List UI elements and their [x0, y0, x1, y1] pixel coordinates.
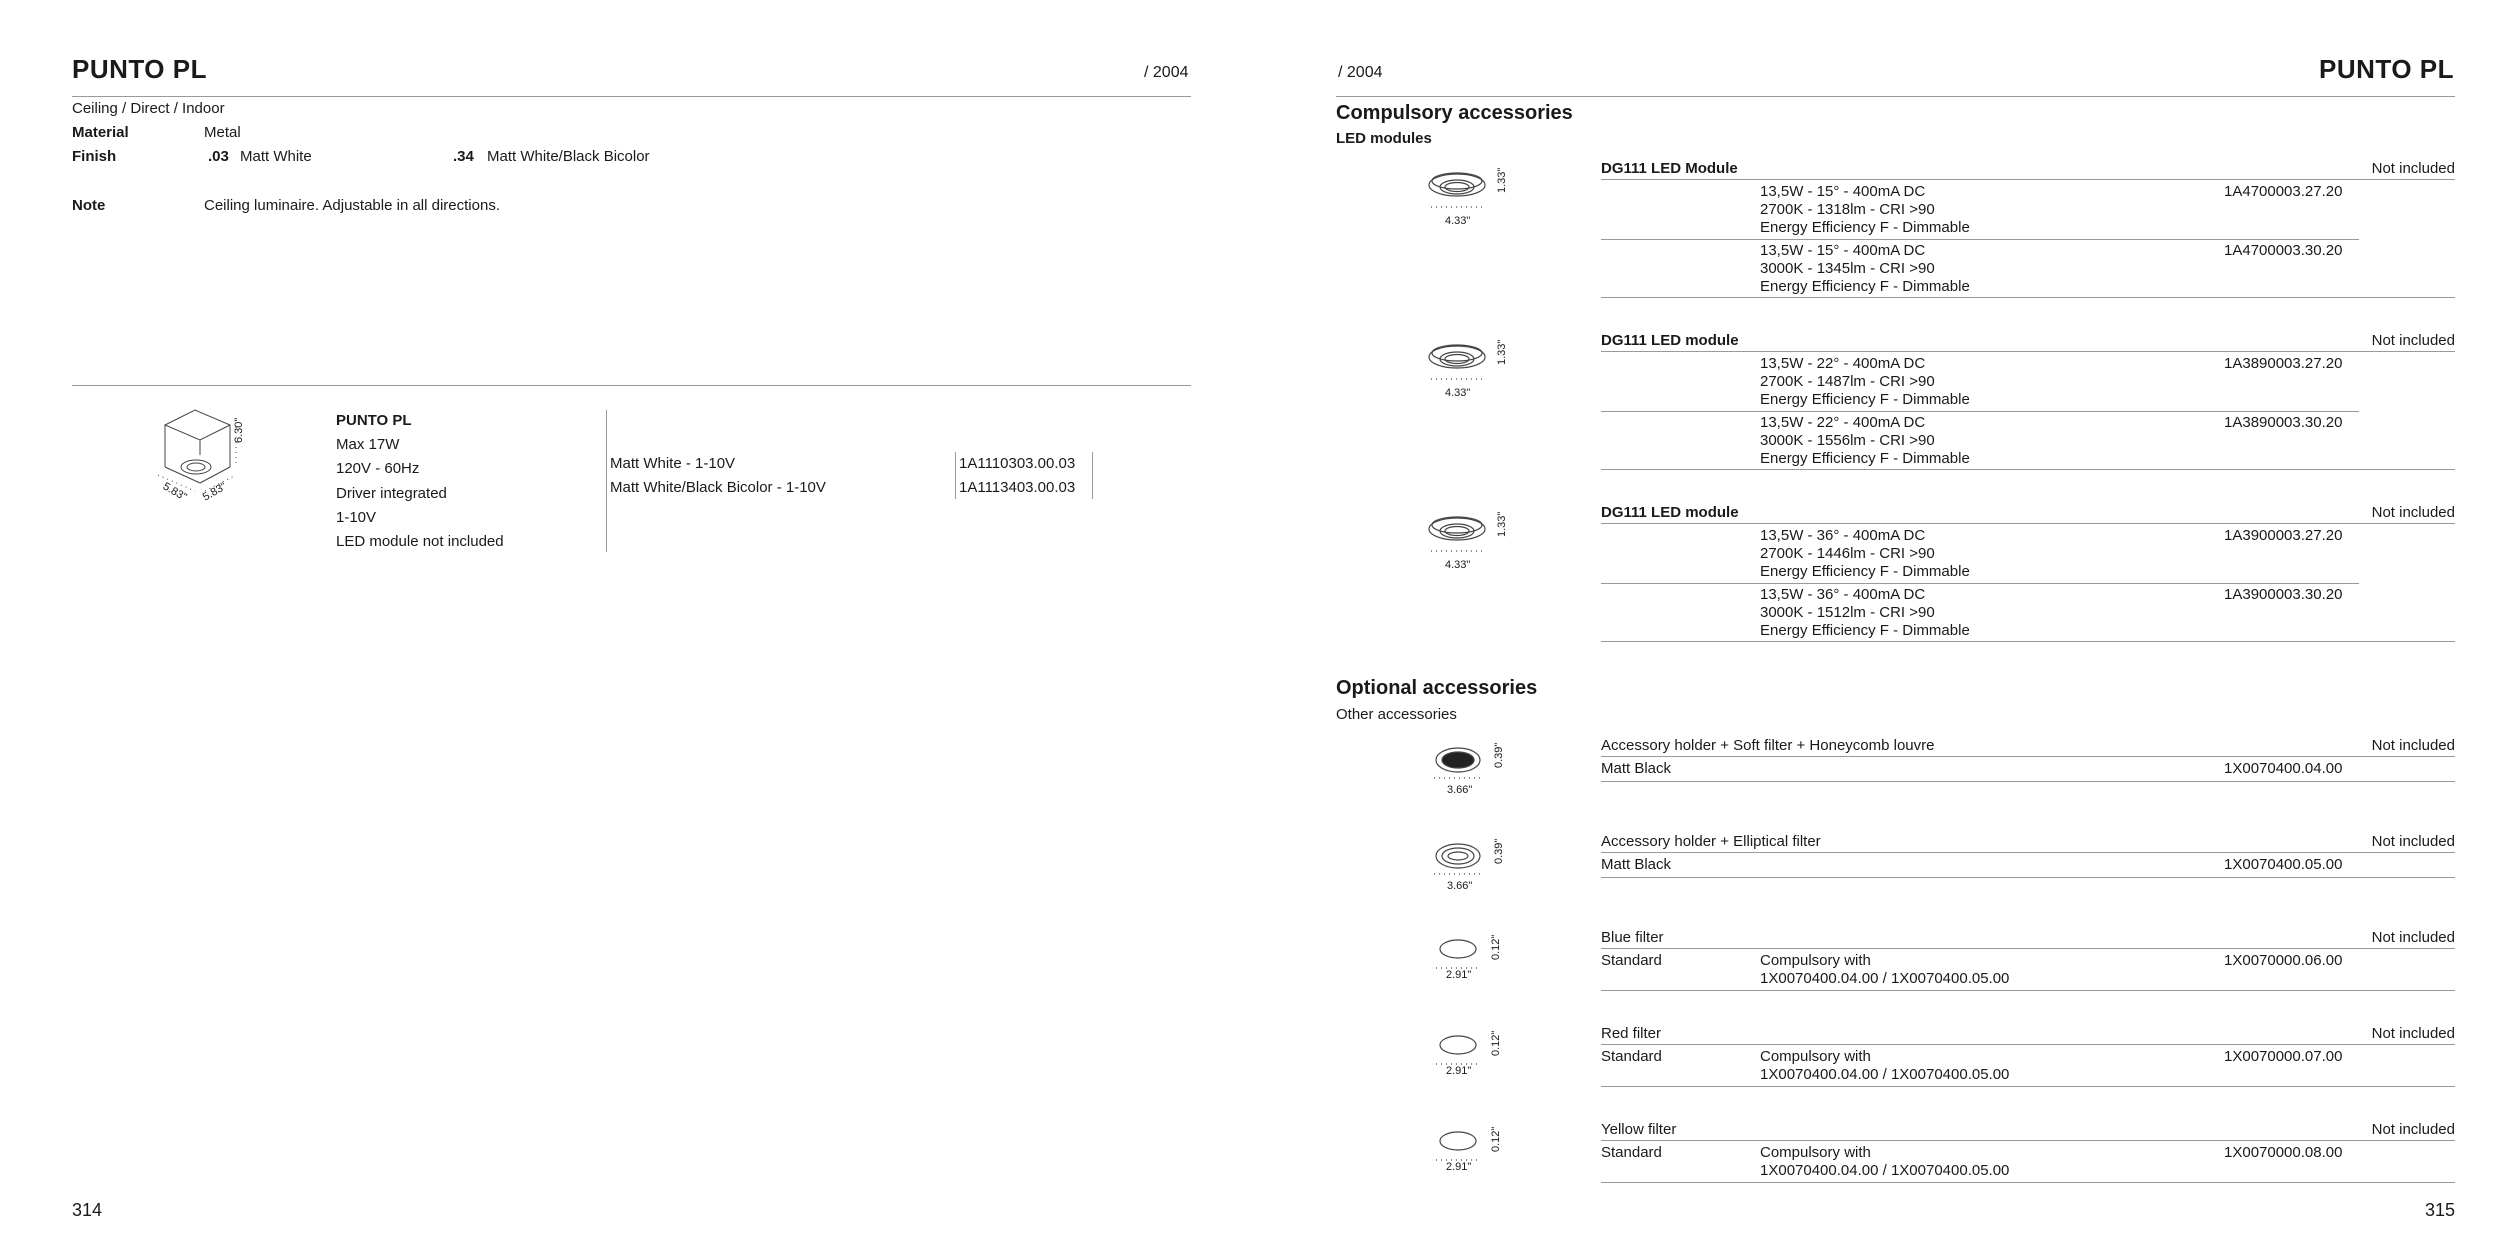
- product-spec-1: Max 17W: [336, 436, 400, 453]
- variant-name-1: Matt White - 1-10V: [610, 455, 736, 472]
- optional-rule: [1601, 1044, 2455, 1045]
- module-2-item-2-l2: 3000K - 1556lm - CRI >90: [1760, 432, 1935, 449]
- finish-code-2: .34: [453, 148, 474, 165]
- optional-name-3: Blue filter: [1601, 929, 1664, 946]
- led-dim-w-1: 4.33": [1445, 215, 1471, 227]
- finish-label: Finish: [72, 148, 117, 165]
- optional-end-rule: [1601, 1182, 2455, 1183]
- led-dim-h-2: 1.33": [1496, 339, 1508, 365]
- accessory-holder-elliptical-icon: [1430, 836, 1490, 878]
- optional-col1-3: Standard: [1601, 952, 1662, 969]
- product-spec-3: Driver integrated: [336, 485, 447, 502]
- category: Ceiling / Direct / Indoor: [72, 100, 225, 117]
- module-2-item-1-code: 1A3890003.27.20: [2224, 355, 2343, 372]
- led-module-icon: [1425, 507, 1491, 557]
- left-header-rule: [72, 96, 1191, 97]
- variant-code-divider: [955, 452, 956, 499]
- optional-col2b-3: 1X0070400.04.00 / 1X0070400.05.00: [1760, 970, 2010, 987]
- module-status-2: Not included: [2371, 332, 2455, 349]
- module-3-item-1-l3: Energy Efficiency F - Dimmable: [1760, 563, 1970, 580]
- product-name: PUNTO PL: [336, 412, 412, 429]
- product-dim-depth: 5.83": [200, 480, 229, 504]
- product-divider: [606, 410, 607, 552]
- optional-col2b-5: 1X0070400.04.00 / 1X0070400.05.00: [1760, 1162, 2010, 1179]
- product-dim-height: 6.30": [233, 417, 245, 443]
- product-dim-width: 5.83": [160, 480, 189, 504]
- module-3-item-2-l2: 3000K - 1512lm - CRI >90: [1760, 604, 1935, 621]
- optional-end-rule: [1601, 1086, 2455, 1087]
- optional-col1-2: Matt Black: [1601, 856, 1672, 873]
- module-end-rule: [1601, 297, 2455, 298]
- yellow-filter-icon: [1432, 1126, 1488, 1166]
- optional-rule: [1601, 1140, 2455, 1141]
- optional-rule: [1601, 756, 2455, 757]
- left-page-title: PUNTO PL: [72, 54, 207, 84]
- note-value: Ceiling luminaire. Adjustable in all directions.: [204, 197, 500, 214]
- red-filter-icon: [1432, 1030, 1488, 1070]
- module-2-item-1-l1: 13,5W - 22° - 400mA DC: [1760, 355, 1926, 372]
- module-1-item-2-l3: Energy Efficiency F - Dimmable: [1760, 278, 1970, 295]
- module-rule: [1601, 351, 2455, 352]
- right-page-code: / 2004: [1338, 64, 1383, 81]
- optional-end-rule: [1601, 877, 2455, 878]
- finish-name-2: Matt White/Black Bicolor: [487, 148, 650, 165]
- note-label: Note: [72, 197, 106, 214]
- module-status-3: Not included: [2371, 504, 2455, 521]
- other-accessories-label: Other accessories: [1336, 706, 1457, 723]
- accessory-holder-honeycomb-icon: [1430, 740, 1490, 782]
- module-3-item-1-l1: 13,5W - 36° - 400mA DC: [1760, 527, 1926, 544]
- opt-dim-w-5: 2.91": [1446, 1161, 1472, 1173]
- finish-code-1: .03: [208, 148, 229, 165]
- right-header-rule: [1336, 96, 2455, 97]
- optional-code-3: 1X0070000.06.00: [2224, 952, 2343, 969]
- optional-status-1: Not included: [2371, 737, 2455, 754]
- module-1-item-1-code: 1A4700003.27.20: [2224, 183, 2343, 200]
- opt-dim-h-4: 0.12": [1490, 1030, 1502, 1056]
- module-1-item-1-l2: 2700K - 1318lm - CRI >90: [1760, 201, 1935, 218]
- module-3-item-1-l2: 2700K - 1446lm - CRI >90: [1760, 545, 1935, 562]
- module-name-3: DG111 LED module: [1601, 504, 1739, 521]
- module-status-1: Not included: [2371, 160, 2455, 177]
- module-1-item-2-l2: 3000K - 1345lm - CRI >90: [1760, 260, 1935, 277]
- optional-code-5: 1X0070000.08.00: [2224, 1144, 2343, 1161]
- led-module-icon: [1425, 163, 1491, 213]
- module-3-item-2-code: 1A3900003.30.20: [2224, 586, 2343, 603]
- optional-rule: [1601, 948, 2455, 949]
- module-rule: [1601, 523, 2455, 524]
- module-name-2: DG111 LED module: [1601, 332, 1739, 349]
- left-page-number: 314: [72, 1200, 103, 1220]
- module-end-rule: [1601, 641, 2455, 642]
- optional-col1-4: Standard: [1601, 1048, 1662, 1065]
- module-end-rule: [1601, 469, 2455, 470]
- optional-status-4: Not included: [2371, 1025, 2455, 1042]
- led-modules-label: LED modules: [1336, 130, 1432, 147]
- optional-status-5: Not included: [2371, 1121, 2455, 1138]
- optional-code-1: 1X0070400.04.00: [2224, 760, 2343, 777]
- led-dim-h-1: 1.33": [1496, 167, 1508, 193]
- optional-name-5: Yellow filter: [1601, 1121, 1677, 1138]
- variant-code-1: 1A1110303.00.03: [959, 455, 1076, 472]
- opt-dim-w-3: 2.91": [1446, 969, 1472, 981]
- led-module-icon: [1425, 335, 1491, 385]
- right-page-title: PUNTO PL: [2319, 54, 2454, 84]
- optional-col2a-3: Compulsory with: [1760, 952, 1871, 969]
- item-rule: [1601, 411, 2359, 412]
- blue-filter-icon: [1432, 934, 1488, 974]
- module-2-item-2-l3: Energy Efficiency F - Dimmable: [1760, 450, 1970, 467]
- left-page-code: / 2004: [1144, 64, 1189, 81]
- module-1-item-2-l1: 13,5W - 15° - 400mA DC: [1760, 242, 1926, 259]
- product-spec-2: 120V - 60Hz: [336, 460, 420, 477]
- opt-dim-h-1: 0.39": [1493, 742, 1505, 768]
- variant-code-2: 1A1113403.00.03: [959, 479, 1076, 496]
- optional-code-4: 1X0070000.07.00: [2224, 1048, 2343, 1065]
- material-value: Metal: [204, 124, 241, 141]
- optional-end-rule: [1601, 781, 2455, 782]
- module-1-item-2-code: 1A4700003.30.20: [2224, 242, 2343, 259]
- optional-code-2: 1X0070400.05.00: [2224, 856, 2343, 873]
- optional-status-2: Not included: [2371, 833, 2455, 850]
- left-section-rule: [72, 385, 1191, 386]
- opt-dim-h-5: 0.12": [1490, 1126, 1502, 1152]
- item-rule: [1601, 583, 2359, 584]
- optional-col2a-5: Compulsory with: [1760, 1144, 1871, 1161]
- optional-col2b-4: 1X0070400.04.00 / 1X0070400.05.00: [1760, 1066, 2010, 1083]
- module-rule: [1601, 179, 2455, 180]
- optional-end-rule: [1601, 990, 2455, 991]
- module-3-item-2-l3: Energy Efficiency F - Dimmable: [1760, 622, 1970, 639]
- optional-col1-1: Matt Black: [1601, 760, 1672, 777]
- compulsory-title: Compulsory accessories: [1336, 102, 1573, 124]
- module-1-item-1-l3: Energy Efficiency F - Dimmable: [1760, 219, 1970, 236]
- led-dim-h-3: 1.33": [1496, 511, 1508, 537]
- finish-name-1: Matt White: [240, 148, 312, 165]
- optional-col2a-4: Compulsory with: [1760, 1048, 1871, 1065]
- opt-dim-w-4: 2.91": [1446, 1065, 1472, 1077]
- optional-status-3: Not included: [2371, 929, 2455, 946]
- item-rule: [1601, 239, 2359, 240]
- product-spec-5: LED module not included: [336, 533, 504, 550]
- module-2-item-1-l3: Energy Efficiency F - Dimmable: [1760, 391, 1970, 408]
- optional-name-2: Accessory holder + Elliptical filter: [1601, 833, 1821, 850]
- opt-dim-w-1: 3.66": [1447, 784, 1473, 796]
- right-page-number: 315: [2424, 1200, 2455, 1220]
- optional-name-1: Accessory holder + Soft filter + Honeycomb louvre: [1601, 737, 1935, 754]
- module-3-item-1-code: 1A3900003.27.20: [2224, 527, 2343, 544]
- module-name-1: DG111 LED Module: [1601, 160, 1738, 177]
- optional-rule: [1601, 852, 2455, 853]
- module-3-item-2-l1: 13,5W - 36° - 400mA DC: [1760, 586, 1926, 603]
- module-2-item-2-l1: 13,5W - 22° - 400mA DC: [1760, 414, 1926, 431]
- optional-name-4: Red filter: [1601, 1025, 1662, 1042]
- module-2-item-2-code: 1A3890003.30.20: [2224, 414, 2343, 431]
- led-dim-w-2: 4.33": [1445, 387, 1471, 399]
- material-label: Material: [72, 124, 129, 141]
- variant-end-divider: [1092, 452, 1093, 499]
- product-spec-4: 1-10V: [336, 509, 377, 526]
- optional-col1-5: Standard: [1601, 1144, 1662, 1161]
- variant-name-2: Matt White/Black Bicolor - 1-10V: [610, 479, 826, 496]
- module-1-item-1-l1: 13,5W - 15° - 400mA DC: [1760, 183, 1926, 200]
- opt-dim-h-2: 0.39": [1493, 838, 1505, 864]
- module-2-item-1-l2: 2700K - 1487lm - CRI >90: [1760, 373, 1935, 390]
- opt-dim-h-3: 0.12": [1490, 934, 1502, 960]
- led-dim-w-3: 4.33": [1445, 559, 1471, 571]
- opt-dim-w-2: 3.66": [1447, 880, 1473, 892]
- optional-title: Optional accessories: [1336, 677, 1538, 699]
